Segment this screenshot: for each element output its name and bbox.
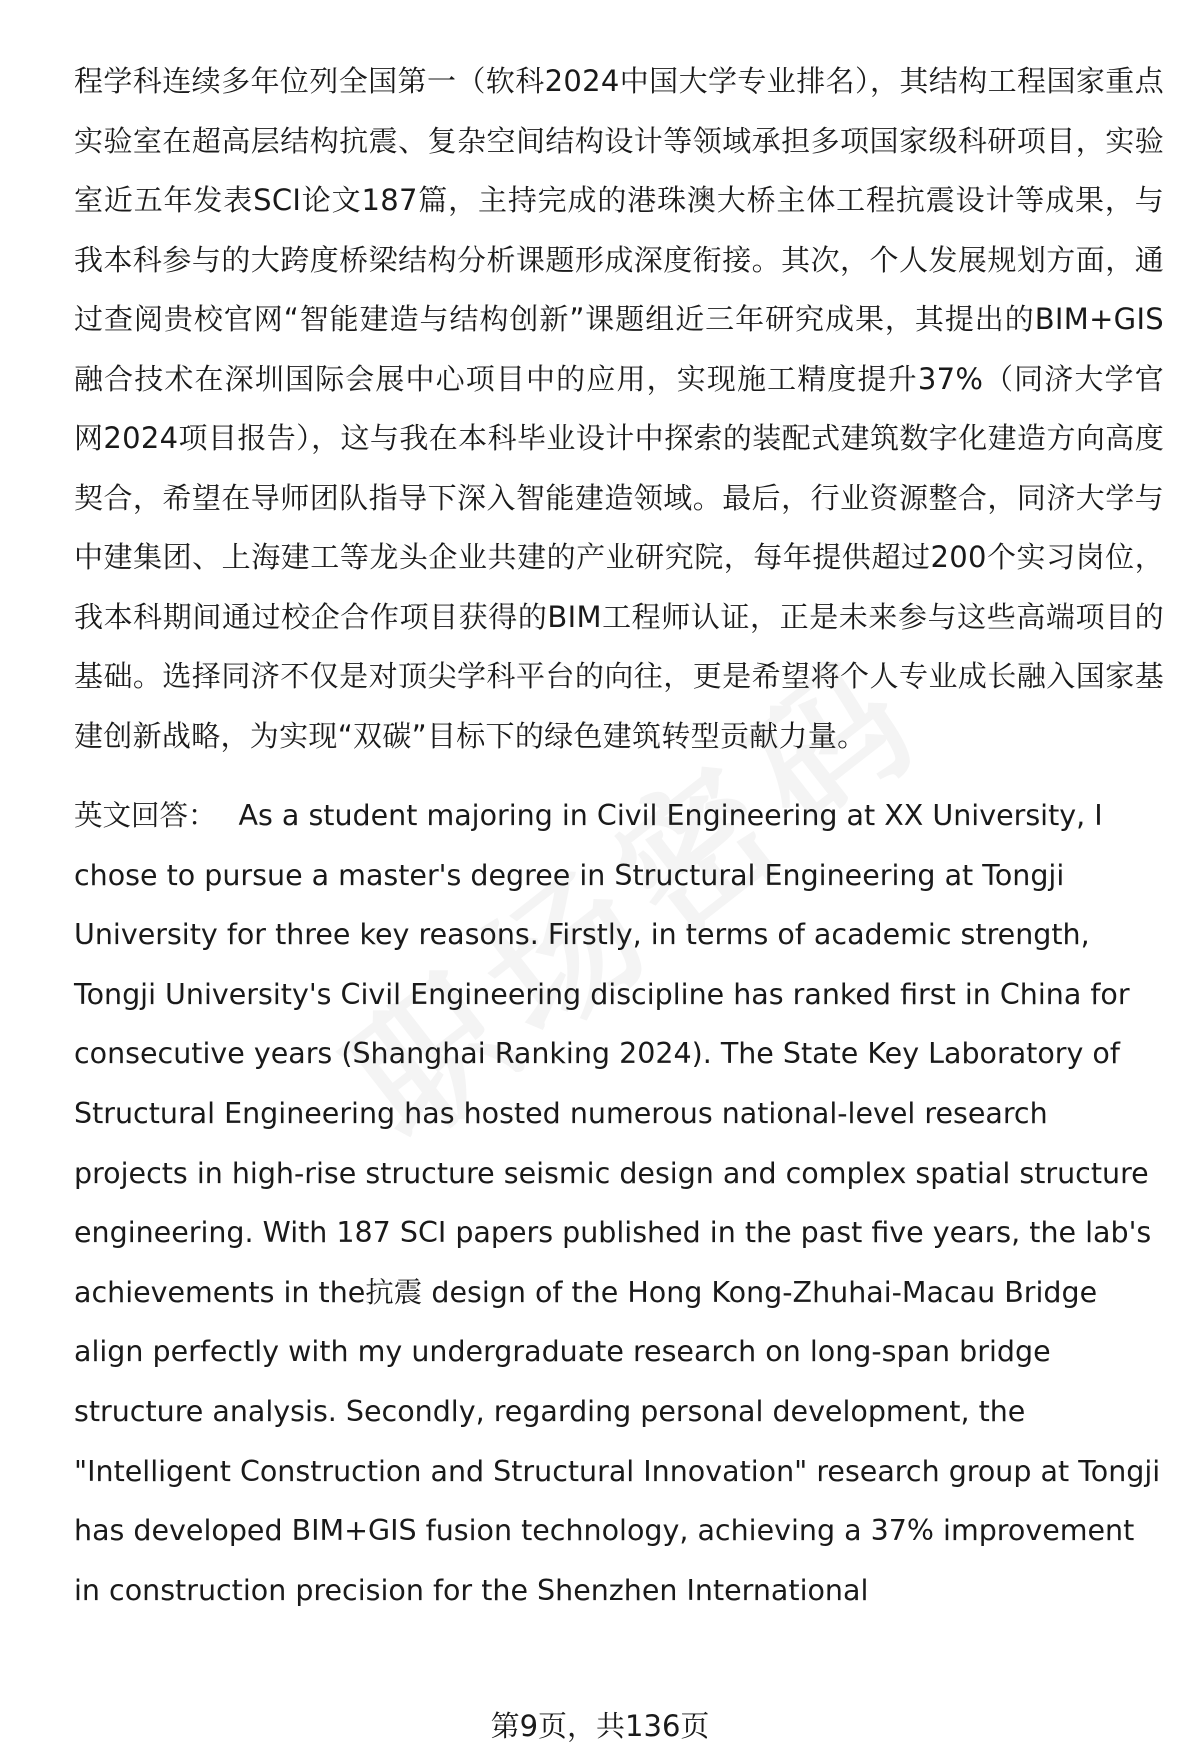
- english-answer: [74, 786, 1164, 1620]
- english-answer-label: 英文回答：: [74, 799, 217, 832]
- page-number-footer: 第9页，共136页: [490, 1709, 710, 1743]
- chinese-paragraph: 程学科连续多年位列全国第一（软科2024中国大学专业排名），其结构工程国家重点实验室在超高层结构抗震、复杂空间结构设计等领域承担多项国家级科研项目，实验室近五年发表SCI论文187篇，主持完成的港珠澳大桥主体工程抗震设计等成果，与我本科参与的大跨度桥梁结构分析课题形成深度衔接。其次，个人发展规划方面，通过查阅贵校官网“智能建造与结构创新”课题组近三年研究成果，其提出的BIM+GIS融合技术在深圳国际会展中心项目中的应用，实现施工精度提升37%（同济大学官网2024项目报告），这与我在本科毕业设计中探索的装配式建筑数字化建造方向高度契合，希望在导师团队指导下深入智能建造领域。最后，行业资源整合，同济大学与中建集团、上海建工等龙头企业共建的产业研究院，每年提供超过200个实习岗位，我本科期间通过校企合作项目获得的BIM工程师认证，正是未来参与这些高端项目的基础。选择同济不仅是对顶尖学科平台的向往，更是希望将个人专业成长融入国家基建创新战略，为实现“双碳”目标下的绿色建筑转型贡献力量。: [74, 64, 1164, 753]
- english-paragraph: As a student majoring in Civil Engineering at XX University, I chose to pursue a master's degree in Structural Engineering at Tongji University for three key reasons. Firstly, in terms of academic strength, Tongji University's Civil Engineering discipline has ranked first in China for consecutive years (Shanghai Ranking 2024). The State Key Laboratory of Structural Engineering has hosted numerous national-level research projects in high-rise structure seismic design and complex spatial structure engineering. With 187 SCI papers published in the past five years, the lab's achievements in the抗震 design of the Hong Kong-Zhuhai-Macau Bridge align perfectly with my undergraduate research on long-span bridge structure analysis. Secondly, regarding personal development, the "Intelligent Construction and Structural Innovation" research group at Tongji has developed BIM+GIS fusion technology, achieving a 37% improvement in construction precision for the Shenzhen International: [74, 799, 1161, 1607]
- page-content: [74, 52, 1164, 1620]
